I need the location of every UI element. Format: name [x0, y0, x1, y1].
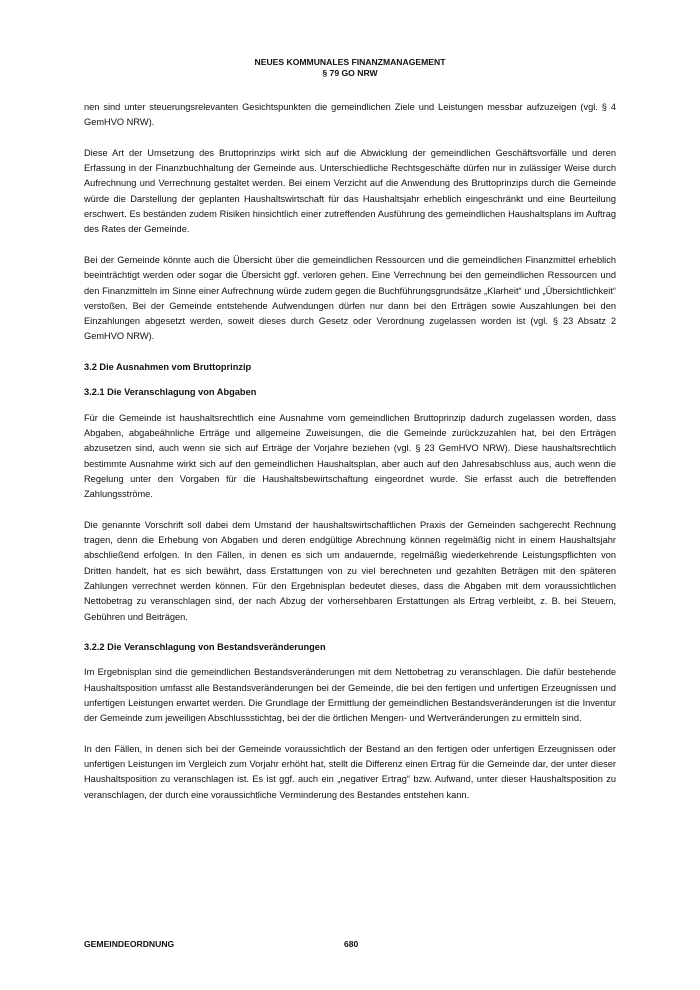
page-footer [84, 938, 616, 950]
body-paragraph: In den Fällen, in denen sich bei der Gemeinde voraussichtlich der Bestand an den fertigen oder unfertigen Erzeugnissen oder unfertigen Leistungen im Vergleich zum Vorjahr erhöht hat, stellt die Differenz einen Ertrag für die Gemeinde dar, der unter dieser Haushaltsposition zu veranschlagen ist. Es ist ggf. auch ein „negativer Ertrag“ bzw. Aufwand, unter dieser Haushaltsposition zu veranschlagen, der durch eine voraussichtliche Verminderung des Bestandes entstehen kann. [84, 743, 616, 800]
body-paragraph: Bei der Gemeinde könnte auch die Übersicht über die gemeindlichen Ressourcen und die gemeindlichen Finanzmittel erheblich beeinträchtigt werden oder sogar die Übersicht ggf. verloren gehen. Eine Verrechnung bei den gemeindlichen Ressourcen und den Finanzmitteln im Sinne einer Aufrechnung würde zudem gegen die Buchführungsgrundsätze „Klarheit“ und „Übersichtlichkeit“ verstoßen. Bei der Gemeinde entstehende Aufwendungen dürfen nur dann bei den Erträgen sowie Auszahlungen bei den Einzahlungen abgesetzt werden, soweit dieses durch Gesetz oder Verordnung zugelassen worden ist (vgl. § 23 Absatz 2 GemHVO NRW). [84, 254, 616, 342]
footer-label: GEMEINDEORDNUNG [84, 939, 175, 949]
page-number: 680 [344, 939, 359, 949]
header-title: NEUES KOMMUNALES FINANZMANAGEMENT [254, 57, 446, 67]
header-subtitle: § 79 GO NRW [322, 68, 378, 78]
section-heading-3-2-2: 3.2.2 Die Veranschlagung von Bestandsveränderungen [84, 642, 326, 653]
body-paragraph: Für die Gemeinde ist haushaltsrechtlich eine Ausnahme vom gemeindlichen Bruttoprinzip dadurch zugelassen worden, dass Abgaben, abgabeähnliche Erträge und allgemeine Zuweisungen, die die Gemeinde zurückzuzahlen hat, bei den Erträgen abzusetzen sind, auch wenn sie sich auf Erträge der Vorjahre beziehen (vgl. § 23 GemHVO NRW). Diese haushaltsrechtlich bestimmte Ausnahme wirkt sich auf den gemeindlichen Haushaltsplan, aber auch auf den Jahresabschluss aus, auch wenn die Regelung unter den Vorgaben für die Haushaltsbewirtschaftung eingeordnet wurde. Sie erfasst auch die betreffenden Zahlungsströme. [84, 412, 616, 500]
body-paragraph: nen sind unter steuerungsrelevanten Gesichtspunkten die gemeindlichen Ziele und Leistungen messbar aufzuzeigen (vgl. § 4 GemHVO NRW). [84, 102, 616, 128]
section-heading-3-2: 3.2 Die Ausnahmen vom Bruttoprinzip [84, 362, 252, 373]
body-paragraph: Im Ergebnisplan sind die gemeindlichen Bestandsveränderungen mit dem Nettobetrag zu veranschlagen. Die dafür bestehende Haushaltsposition umfasst alle Bestandsveränderungen bei der Gemeinde, die bei den fertigen und unfertigen Erzeugnissen und unfertigen Leistungen erwartet werden. Die Grundlage der Ermittlung der gemeindlichen Bestandsveränderungen ist die Inventur der Gemeinde zum jeweiligen Abschlussstichtag, bei der die örtlichen Mengen- und Wertveränderungen zu ermitteln sind. [84, 667, 616, 724]
body-paragraph: Die genannte Vorschrift soll dabei dem Umstand der haushaltswirtschaftlichen Praxis der Gemeinden sachgerecht Rechnung tragen, denn die Erhebung von Abgaben und deren endgültige Abrechnung können regelmäßig nicht in einem Haushaltsjahr abschließend erfolgen. In den Fällen, in denen es sich um andauernde, regelmäßig wiederkehrende Leistungspflichten von Dritten handelt, hat es sich bewährt, dass Erstattungen von zu viel berechneten und gezahlten Beträgen mit den späteren Zahlungen verrechnet werden können. Für den Ergebnisplan bedeutet dieses, dass die Abgaben mit dem voraussichtlichen Nettobetrag zu veranschlagen sind, der nach Abzug der vorhersehbaren Erstattungen als Ertrag verbleibt, z. B. bei Steuern, Gebühren und Beiträgen. [84, 519, 616, 622]
page-header [0, 57, 700, 79]
page-content [84, 100, 616, 803]
body-paragraph: Diese Art der Umsetzung des Bruttoprinzips wirkt sich auf die Abwicklung der gemeindlichen Geschäftsvorfälle und deren Erfassung in der Finanzbuchhaltung der Gemeinde aus. Unterschiedliche Rechtsgeschäfte dürfen nur in zulässiger Weise durch Aufrechnung und Verrechnung gestaltet werden. Bei einem Verzicht auf die Anwendung des Bruttoprinzips durch die Gemeinde würde die Darstellung der geplanten Haushaltswirtschaft für das Haushaltsjahr erheblich eingeschränkt und eine Beurteilung erschwert. Es beständen zudem Risiken hinsichtlich einer zutreffenden Ausführung des gemeindlichen Haushaltsplans im Auftrag des Rates der Gemeinde. [84, 147, 616, 235]
section-heading-3-2-1: 3.2.1 Die Veranschlagung von Abgaben [84, 387, 257, 398]
